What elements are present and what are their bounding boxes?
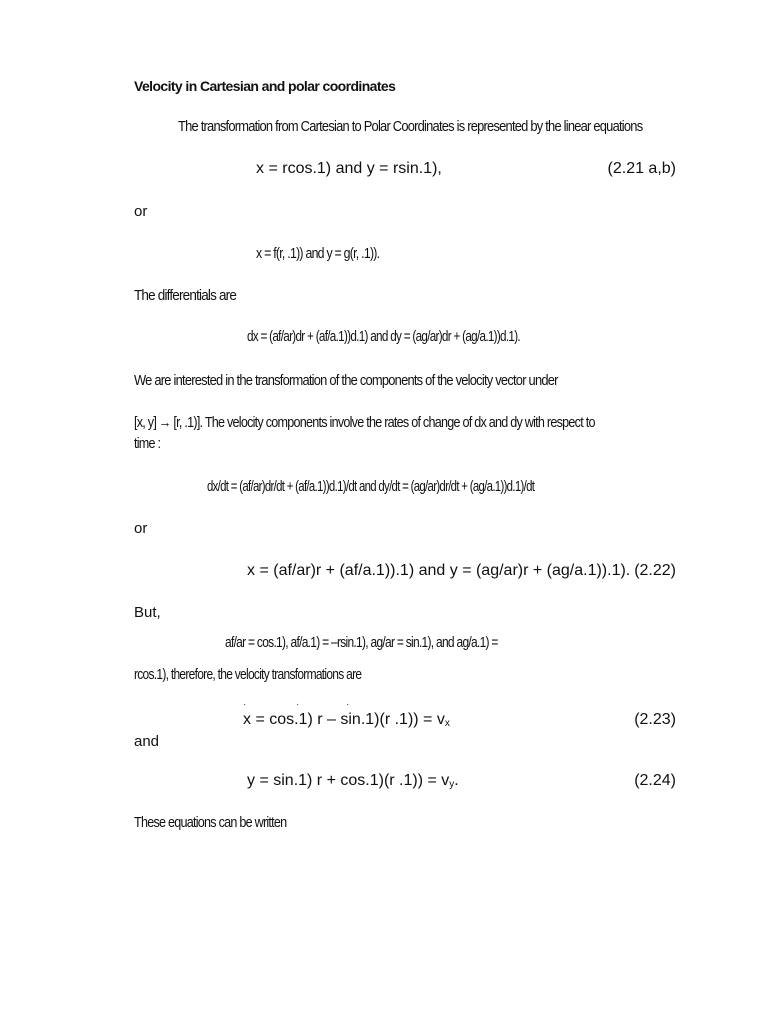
velocity-paragraph-line-1: [x, y] → [r, .1)]. The velocity components involve the rates of change of dx and dy with respect to xyxy=(134,414,595,431)
equation-2-24-tail: . xyxy=(454,772,459,789)
equation-differentials: dx = (af/ar)dr + (af/a.1))d.1) and dy = (ag/ar)dr + (ag/a.1))d.1). xyxy=(247,328,520,345)
equation-rates: dx/dt = (af/ar)dr/dt + (af/a.1))d.1)/dt and dy/dt = (ag/ar)dr/dt + (ag/a.1))d.1)/dt xyxy=(207,478,535,495)
equation-number-2-24: (2.24) xyxy=(634,772,676,789)
connector-or-2: or xyxy=(134,520,148,537)
equation-2-24-subscript: y xyxy=(449,779,455,790)
connector-or-1: or xyxy=(134,203,148,220)
interest-paragraph: We are interested in the transformation of the components of the velocity vector under xyxy=(134,372,558,389)
overdot-mark: · xyxy=(243,699,247,710)
equation-2-21: x = rcos.1) and y = rsin.1), xyxy=(256,160,442,177)
overdot-mark: · xyxy=(346,699,350,710)
velocity-paragraph-line-2: time : xyxy=(134,435,161,452)
equation-2-23-body: x = cos.1) r – sin.1)(r .1)) = v xyxy=(243,711,445,728)
partials-line-1: af/ar = cos.1), af/a.1) = –rsin.1), ag/ar = sin.1), and ag/a.1) = xyxy=(225,634,498,651)
equation-2-23 xyxy=(243,711,450,733)
overdot-mark: · xyxy=(296,699,300,710)
partials-line-2: rcos.1), therefore, the velocity transformations are xyxy=(134,666,362,683)
equation-number-2-21: (2.21 a,b) xyxy=(607,160,676,177)
equation-2-22: x = (af/ar)r + (af/a.1)).1) and y = (ag/ar)r + (ag/a.1)).1). xyxy=(247,562,631,579)
closing-paragraph: These equations can be written xyxy=(134,814,287,831)
equation-fg: x = f(r, .1)) and y = g(r, .1)). xyxy=(256,245,380,262)
equation-2-24 xyxy=(247,772,459,794)
equation-number-2-22: (2.22) xyxy=(634,562,676,579)
page-title: Velocity in Cartesian and polar coordinates xyxy=(134,78,396,94)
equation-number-2-23: (2.23) xyxy=(634,711,676,728)
differentials-intro: The differentials are xyxy=(134,287,237,304)
connector-and: and xyxy=(134,733,160,750)
equation-2-23-subscript: x xyxy=(444,718,450,729)
connector-but: But, xyxy=(134,604,161,621)
intro-paragraph: The transformation from Cartesian to Polar Coordinates is represented by the linear equations xyxy=(178,118,643,135)
equation-2-24-body: y = sin.1) r + cos.1)(r .1)) = v xyxy=(247,772,450,789)
